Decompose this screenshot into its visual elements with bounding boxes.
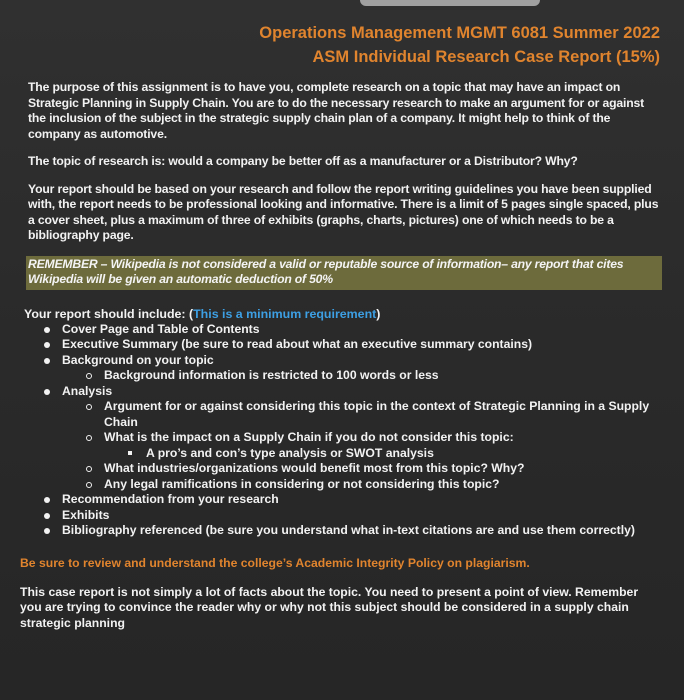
list-item	[44, 337, 662, 353]
guidelines-paragraph: Your report should be based on your research and follow the report writing guidelines you have been supplied with, the report needs to be professional looking and informative. There is a limit of 5 pages single spaced, plus a cover sheet, plus a maximum of three of exhibits (graphs, charts, pictures) one of which needs to be a bibliography page.	[28, 181, 659, 242]
item-analysis: Analysis	[62, 383, 113, 398]
item-recommendation: Recommendation from your research	[62, 492, 279, 506]
impact-sublist	[104, 446, 662, 462]
include-heading	[24, 306, 662, 322]
list-item	[84, 477, 662, 493]
purpose-paragraph: The purpose of this assignment is to have you, complete research on a topic that may have an impact on Strategic Planning in Supply Chain. You are to do the necessary research to make an argument for or against the inclusion of the subject in the strategic supply chain plan of a company. It might help to think of the company as automotive.	[28, 80, 645, 141]
requirements-list	[20, 322, 662, 539]
list-item	[84, 461, 662, 477]
list-item	[44, 353, 662, 384]
include-label-text: Your report should include: (	[24, 306, 194, 321]
item-swot: A pro’s and con’s type analysis or SWOT analysis	[146, 445, 434, 460]
item-background-limit: Background information is restricted to 100 words or less	[104, 368, 439, 382]
item-analysis-industries: What industries/organizations would benefit most from this topic? Why?	[104, 461, 525, 475]
analysis-sublist	[62, 399, 662, 492]
list-item	[84, 430, 662, 461]
academic-integrity-note: Be sure to review and understand the college’s Academic Integrity Policy on plagiarism.	[20, 555, 530, 570]
item-cover: Cover Page and Table of Contents	[62, 321, 260, 336]
list-item	[84, 399, 662, 430]
include-label-close: )	[376, 306, 381, 321]
item-analysis-impact: What is the impact on a Supply Chain if you do not consider this topic:	[104, 430, 514, 444]
topic-paragraph: The topic of research is: would a company be better off as a manufacturer or a Distributor? Why?	[28, 154, 578, 168]
list-item	[44, 508, 662, 524]
closing-paragraph: This case report is not simply a lot of facts about the topic. You need to present a point of view. Remember you are trying to convince the reader why or why not this subject should be considered in a supply chain strategic planning	[20, 584, 639, 630]
course-title: Operations Management MGMT 6081 Summer 2022	[259, 24, 660, 42]
minimum-requirement-note: This is a minimum requirement	[193, 306, 377, 321]
item-analysis-legal: Any legal ramifications in considering or not considering this topic?	[104, 476, 500, 491]
item-executive-summary: Executive Summary (be sure to read about what an executive summary contains)	[62, 337, 533, 351]
item-exhibits: Exhibits	[62, 507, 110, 522]
list-item	[44, 322, 662, 338]
item-background: Background on your topic	[62, 352, 214, 367]
item-analysis-argument: Argument for or against considering this topic in the context of Strategic Planning in a Supply Chain	[104, 399, 650, 429]
wikipedia-warning: REMEMBER – Wikipedia is not considered a valid or reputable source of information– any report that cites Wikipedia will be given an automatic deduction of 50%	[26, 256, 662, 290]
list-item	[44, 384, 662, 493]
page-top-edge	[360, 0, 540, 6]
list-item	[44, 523, 662, 539]
header	[20, 0, 660, 68]
report-title: ASM Individual Research Case Report (15%)	[312, 48, 660, 66]
list-item	[126, 446, 662, 462]
item-bibliography: Bibliography referenced (be sure you understand what in-text citations are and use them correctly)	[62, 523, 635, 537]
background-sublist	[62, 368, 662, 384]
list-item	[44, 492, 662, 508]
list-item	[84, 368, 662, 384]
